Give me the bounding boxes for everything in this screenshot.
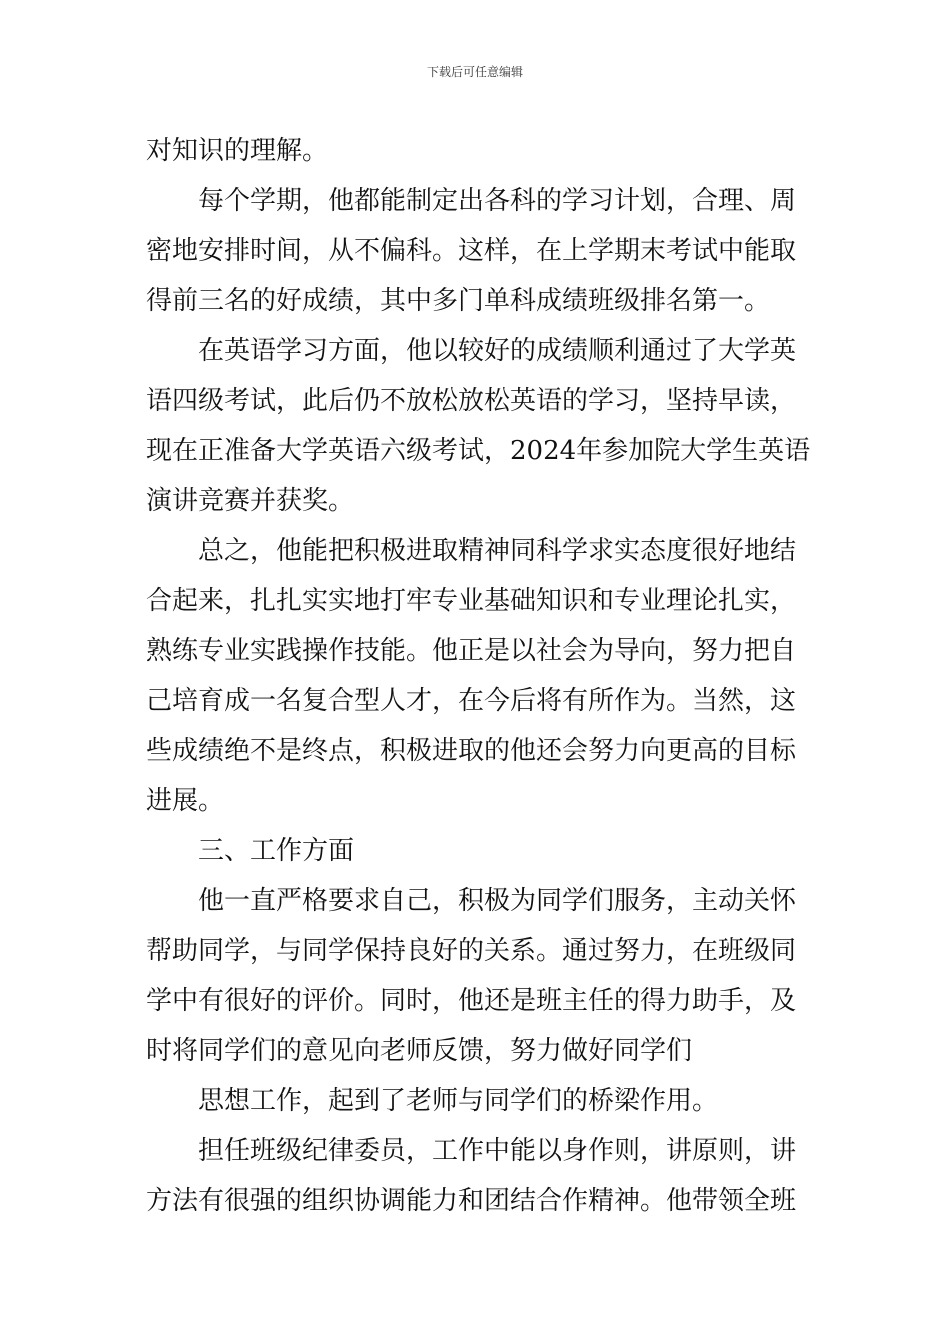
text-line: 熟练专业实践操作技能。他正是以社会为导向，努力把自 [146, 636, 797, 666]
page-header: 下载后可任意编辑 [426, 65, 523, 79]
text-line: 思想工作，起到了老师与同学们的桥梁作用。 [198, 1086, 719, 1116]
text-line: 总之，他能把积极进取精神同科学求实态度很好地结 [198, 536, 797, 566]
text-line: 语四级考试，此后仍不放松放松英语的学习，坚持早读， [146, 386, 797, 416]
text-line: 他一直严格要求自己，积极为同学们服务，主动关怀 [198, 886, 797, 916]
text-line: 方法有很强的组织协调能力和团结合作精神。他带领全班 [146, 1186, 797, 1216]
text-line: 合起来，扎扎实实地打牢专业基础知识和专业理论扎实， [146, 586, 797, 616]
text-line: 在英语学习方面，他以较好的成绩顺利通过了大学英 [198, 336, 797, 366]
text-line: 担任班级纪律委员，工作中能以身作则，讲原则，讲 [198, 1136, 797, 1166]
text-line: 对知识的理解。 [146, 136, 329, 166]
text-line: 些成绩绝不是终点，积极进取的他还会努力向更高的目标 [146, 736, 797, 766]
text-line: 帮助同学，与同学保持良好的关系。通过努力，在班级同 [146, 936, 797, 966]
text-line: 得前三名的好成绩，其中多门单科成绩班级排名第一。 [146, 286, 771, 316]
text-line: 进展。 [146, 786, 225, 816]
text-line: 学中有很好的评价。同时，他还是班主任的得力助手，及 [146, 986, 797, 1016]
text-line: 三、工作方面 [198, 836, 355, 866]
text-line: 现在正准备大学英语六级考试，2024年参加院大学生英语 [146, 436, 811, 466]
text-line: 己培育成一名复合型人才，在今后将有所作为。当然，这 [146, 686, 797, 716]
text-line: 演讲竞赛并获奖。 [146, 486, 355, 516]
text-line: 时将同学们的意见向老师反馈，努力做好同学们 [146, 1036, 693, 1066]
text-line: 密地安排时间，从不偏科。这样，在上学期末考试中能取 [146, 236, 797, 266]
text-line: 每个学期，他都能制定出各科的学习计划，合理、周 [198, 186, 797, 216]
document-body [146, 126, 812, 1226]
